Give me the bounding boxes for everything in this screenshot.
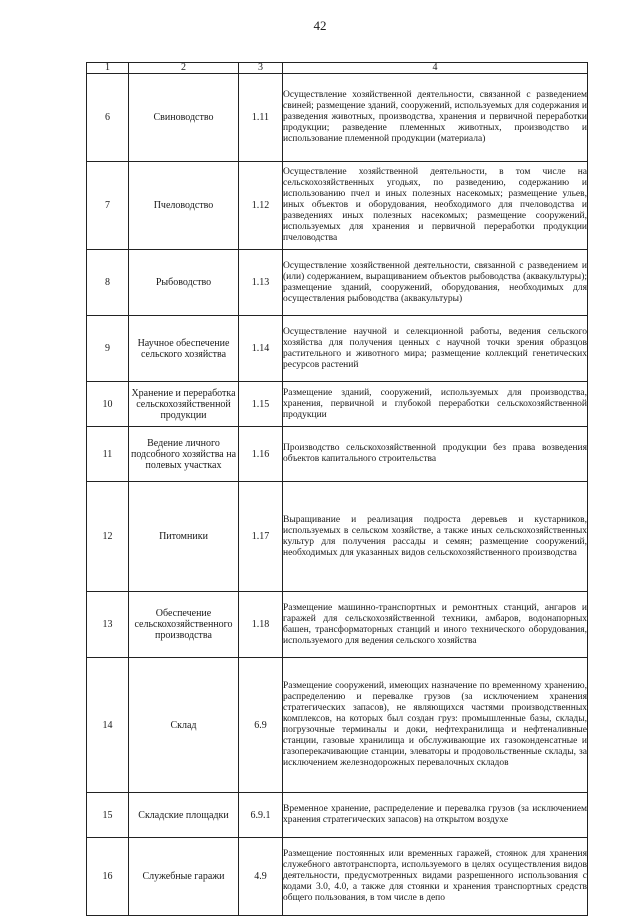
row-number: 7 [87, 162, 129, 250]
row-number: 8 [87, 250, 129, 316]
land-use-table [86, 62, 588, 916]
row-name: Склад [129, 658, 239, 793]
row-description: Размещение машинно-транспортных и ремонтных станций, ангаров и гаражей для сельскохозяйственной техники, амбаров, водонапорных башен, трансформаторных станций и иного технического оборудования, используемого для ведения сельского хозяйства [283, 592, 588, 658]
row-description: Осуществление научной и селекционной работы, ведения сельского хозяйства для получения ценных с научной точки зрения образцов растительного и животного мира; размещение коллекций генетических ресурсов растений [283, 316, 588, 382]
table-row [87, 658, 588, 793]
row-description: Размещение сооружений, имеющих назначение по временному хранению, распределению и перевалке грузов (за исключением хранения стратегических запасов), не являющихся частями производственных комплексов, на которых был создан груз: промышленные базы, склады, погрузочные терминалы и доки, нефтехранилища и нефтеналивные станции, газовые хранилища и обслуживающие их газоконденсатные и газоперекачивающие станции, элеваторы и продовольственные склады, за исключением железнодорожных перевалочных складов [283, 658, 588, 793]
row-code: 1.12 [239, 162, 283, 250]
row-name: Ведение личного подсобного хозяйства на полевых участках [129, 427, 239, 482]
row-code: 1.18 [239, 592, 283, 658]
table-header-row [87, 63, 588, 74]
row-code: 1.15 [239, 382, 283, 427]
table-row [87, 482, 588, 592]
row-name: Складские площадки [129, 793, 239, 838]
row-code: 1.13 [239, 250, 283, 316]
header-col-3: 3 [239, 63, 283, 74]
row-code: 6.9 [239, 658, 283, 793]
row-description: Размещение постоянных или временных гаражей, стоянок для хранения служебного автотранспорта, используемого в целях осуществления видов деятельности, предусмотренных видами разрешенного использования с кодами 3.0, 4.0, а также для стоянки и хранения транспортных средств общего пользования, в том числе в депо [283, 838, 588, 916]
page-number: 42 [313, 18, 327, 33]
table-row [87, 316, 588, 382]
row-name: Пчеловодство [129, 162, 239, 250]
row-name: Служебные гаражи [129, 838, 239, 916]
row-description: Временное хранение, распределение и перевалка грузов (за исключением хранения стратегических запасов) на открытом воздухе [283, 793, 588, 838]
row-number: 12 [87, 482, 129, 592]
table-row [87, 427, 588, 482]
row-description: Осуществление хозяйственной деятельности, связанной с разведением и (или) содержанием, выращиванием объектов рыбоводства (аквакультуры); размещение зданий, сооружений, оборудования, необходимых для осуществления рыбоводства (аквакультуры) [283, 250, 588, 316]
row-name: Свиноводство [129, 74, 239, 162]
header-col-4: 4 [283, 63, 588, 74]
table-row [87, 838, 588, 916]
row-number: 11 [87, 427, 129, 482]
row-description: Осуществление хозяйственной деятельности, связанной с разведением свиней; размещение зданий, сооружений, используемых для содержания и разведения животных, производства, хранения и первичной переработки продукции; разведение племенных животных, производство и использование племенной продукции (материала) [283, 74, 588, 162]
row-code: 4.9 [239, 838, 283, 916]
row-number: 6 [87, 74, 129, 162]
row-number: 15 [87, 793, 129, 838]
table-row [87, 793, 588, 838]
row-description: Выращивание и реализация подроста деревьев и кустарников, используемых в сельском хозяйстве, а также иных сельскохозяйственных культур для получения рассады и семян; размещение сооружений, необходимых для указанных видов сельскохозяйственного производства [283, 482, 588, 592]
row-number: 9 [87, 316, 129, 382]
table-row [87, 592, 588, 658]
row-code: 1.11 [239, 74, 283, 162]
row-number: 13 [87, 592, 129, 658]
row-description: Размещение зданий, сооружений, используемых для производства, хранения, первичной и глубокой переработки сельскохозяйственной продукции [283, 382, 588, 427]
header-col-1: 1 [87, 63, 129, 74]
header-col-2: 2 [129, 63, 239, 74]
row-name: Хранение и переработка сельскохозяйственной продукции [129, 382, 239, 427]
row-name: Рыбоводство [129, 250, 239, 316]
row-code: 1.14 [239, 316, 283, 382]
row-description: Осуществление хозяйственной деятельности, в том числе на сельскохозяйственных угодьях, по разведению, содержанию и использованию пчел и иных полезных насекомых; размещение ульев, иных объектов и оборудования, необходимого для пчеловодства и разведениях иных полезных насекомых; размещение сооружений, используемых для хранения и первичной переработки продукции пчеловодства [283, 162, 588, 250]
row-code: 1.16 [239, 427, 283, 482]
row-number: 10 [87, 382, 129, 427]
table-row [87, 162, 588, 250]
row-name: Научное обеспечение сельского хозяйства [129, 316, 239, 382]
row-code: 1.17 [239, 482, 283, 592]
row-code: 6.9.1 [239, 793, 283, 838]
row-number: 16 [87, 838, 129, 916]
table-row [87, 74, 588, 162]
table-row [87, 382, 588, 427]
row-number: 14 [87, 658, 129, 793]
table-row [87, 250, 588, 316]
row-description: Производство сельскохозяйственной продукции без права возведения объектов капитального строительства [283, 427, 588, 482]
row-name: Питомники [129, 482, 239, 592]
row-name: Обеспечение сельскохозяйственного производства [129, 592, 239, 658]
